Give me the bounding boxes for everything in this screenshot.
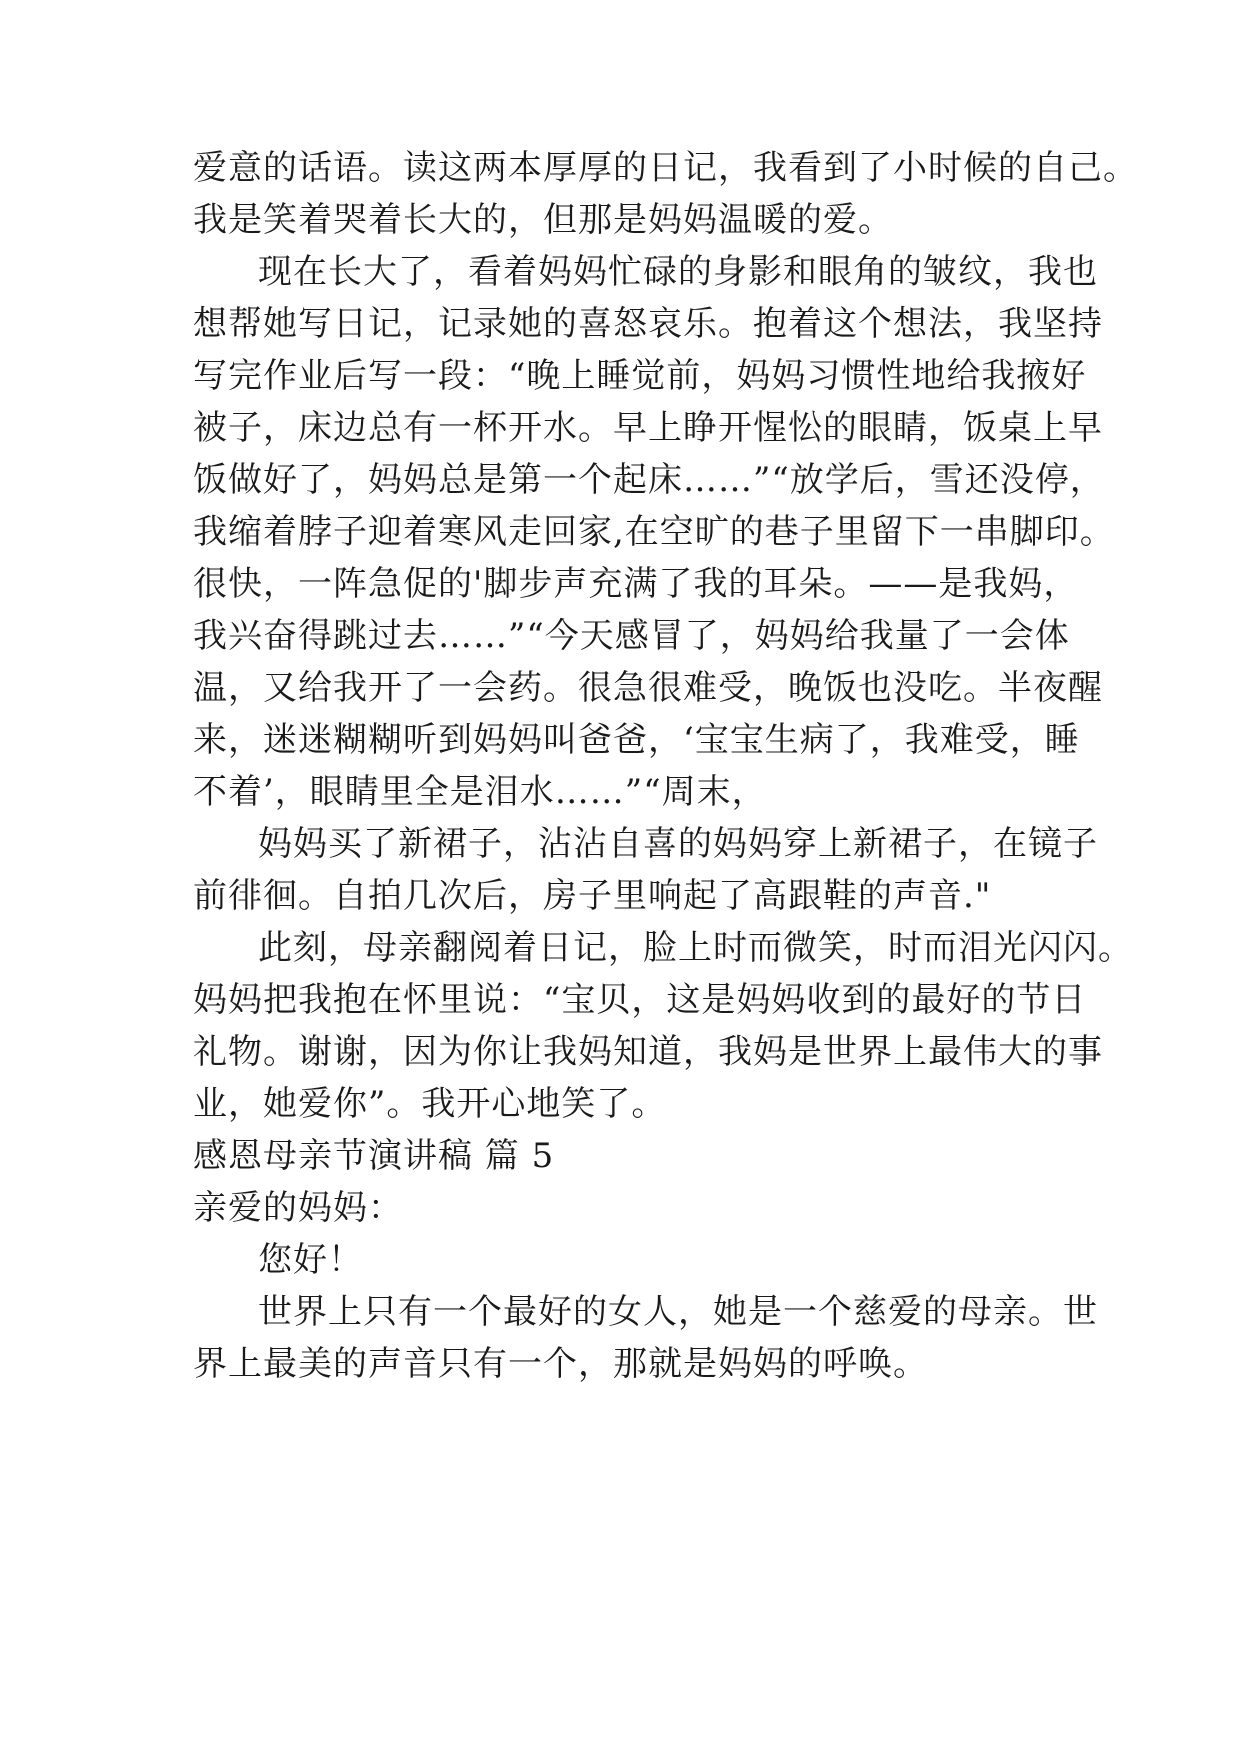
text-line: 世界上只有一个最好的女人，她是一个慈爱的母亲。世 [258, 1292, 1098, 1332]
text-line: 业，她爱你”。我开心地笑了。 [193, 1084, 667, 1124]
text-line: 来，迷迷糊糊听到妈妈叫爸爸，‘宝宝生病了，我难受，睡 [193, 720, 1080, 760]
salutation: 亲爱的妈妈： [193, 1188, 403, 1228]
text-line: 被子，床边总有一杯开水。早上睁开惺忪的眼睛，饭桌上早 [193, 408, 1103, 448]
text-line: 我缩着脖子迎着寒风走回家,在空旷的巷子里留下一串脚印。 [193, 512, 1115, 552]
text-line: 前徘徊。自拍几次后，房子里响起了高跟鞋的声音." [193, 876, 992, 916]
text-line: 界上最美的声音只有一个，那就是妈妈的呼唤。 [193, 1344, 928, 1384]
text-line: 妈妈买了新裙子，沾沾自喜的妈妈穿上新裙子，在镜子 [258, 824, 1098, 864]
text-line: 想帮她写日记，记录她的喜怒哀乐。抱着这个想法，我坚持 [193, 304, 1103, 344]
text-line: 很快，一阵急促的'脚步声充满了我的耳朵。——是我妈， [193, 564, 1079, 604]
text-line: 写完作业后写一段：“晚上睡觉前，妈妈习惯性地给我掖好 [193, 356, 1087, 396]
text-line: 我是笑着哭着长大的，但那是妈妈温暖的爱。 [193, 200, 893, 240]
text-line: 妈妈把我抱在怀里说：“宝贝，这是妈妈收到的最好的节日 [193, 980, 1087, 1020]
text-line: 此刻，母亲翻阅着日记，脸上时而微笑，时而泪光闪闪。 [258, 928, 1133, 968]
text-line: 我兴奋得跳过去……”“今天感冒了，妈妈给我量了一会体 [193, 616, 1070, 656]
text-line: 爱意的话语。读这两本厚厚的日记，我看到了小时候的自己。 [193, 148, 1138, 188]
text-line: 温，又给我开了一会药。很急很难受，晚饭也没吃。半夜醒 [193, 668, 1103, 708]
text-line: 礼物。谢谢，因为你让我妈知道，我妈是世界上最伟大的事 [193, 1032, 1103, 1072]
text-line: 现在长大了，看着妈妈忙碌的身影和眼角的皱纹，我也 [258, 252, 1098, 292]
text-line: 不着’，眼睛里全是泪水……”“周末， [193, 772, 767, 812]
section-heading: 感恩母亲节演讲稿 篇 5 [193, 1136, 555, 1176]
greeting: 您好！ [258, 1240, 363, 1280]
text-line: 饭做好了，妈妈总是第一个起床……”“放学后，雪还没停， [193, 460, 1105, 500]
